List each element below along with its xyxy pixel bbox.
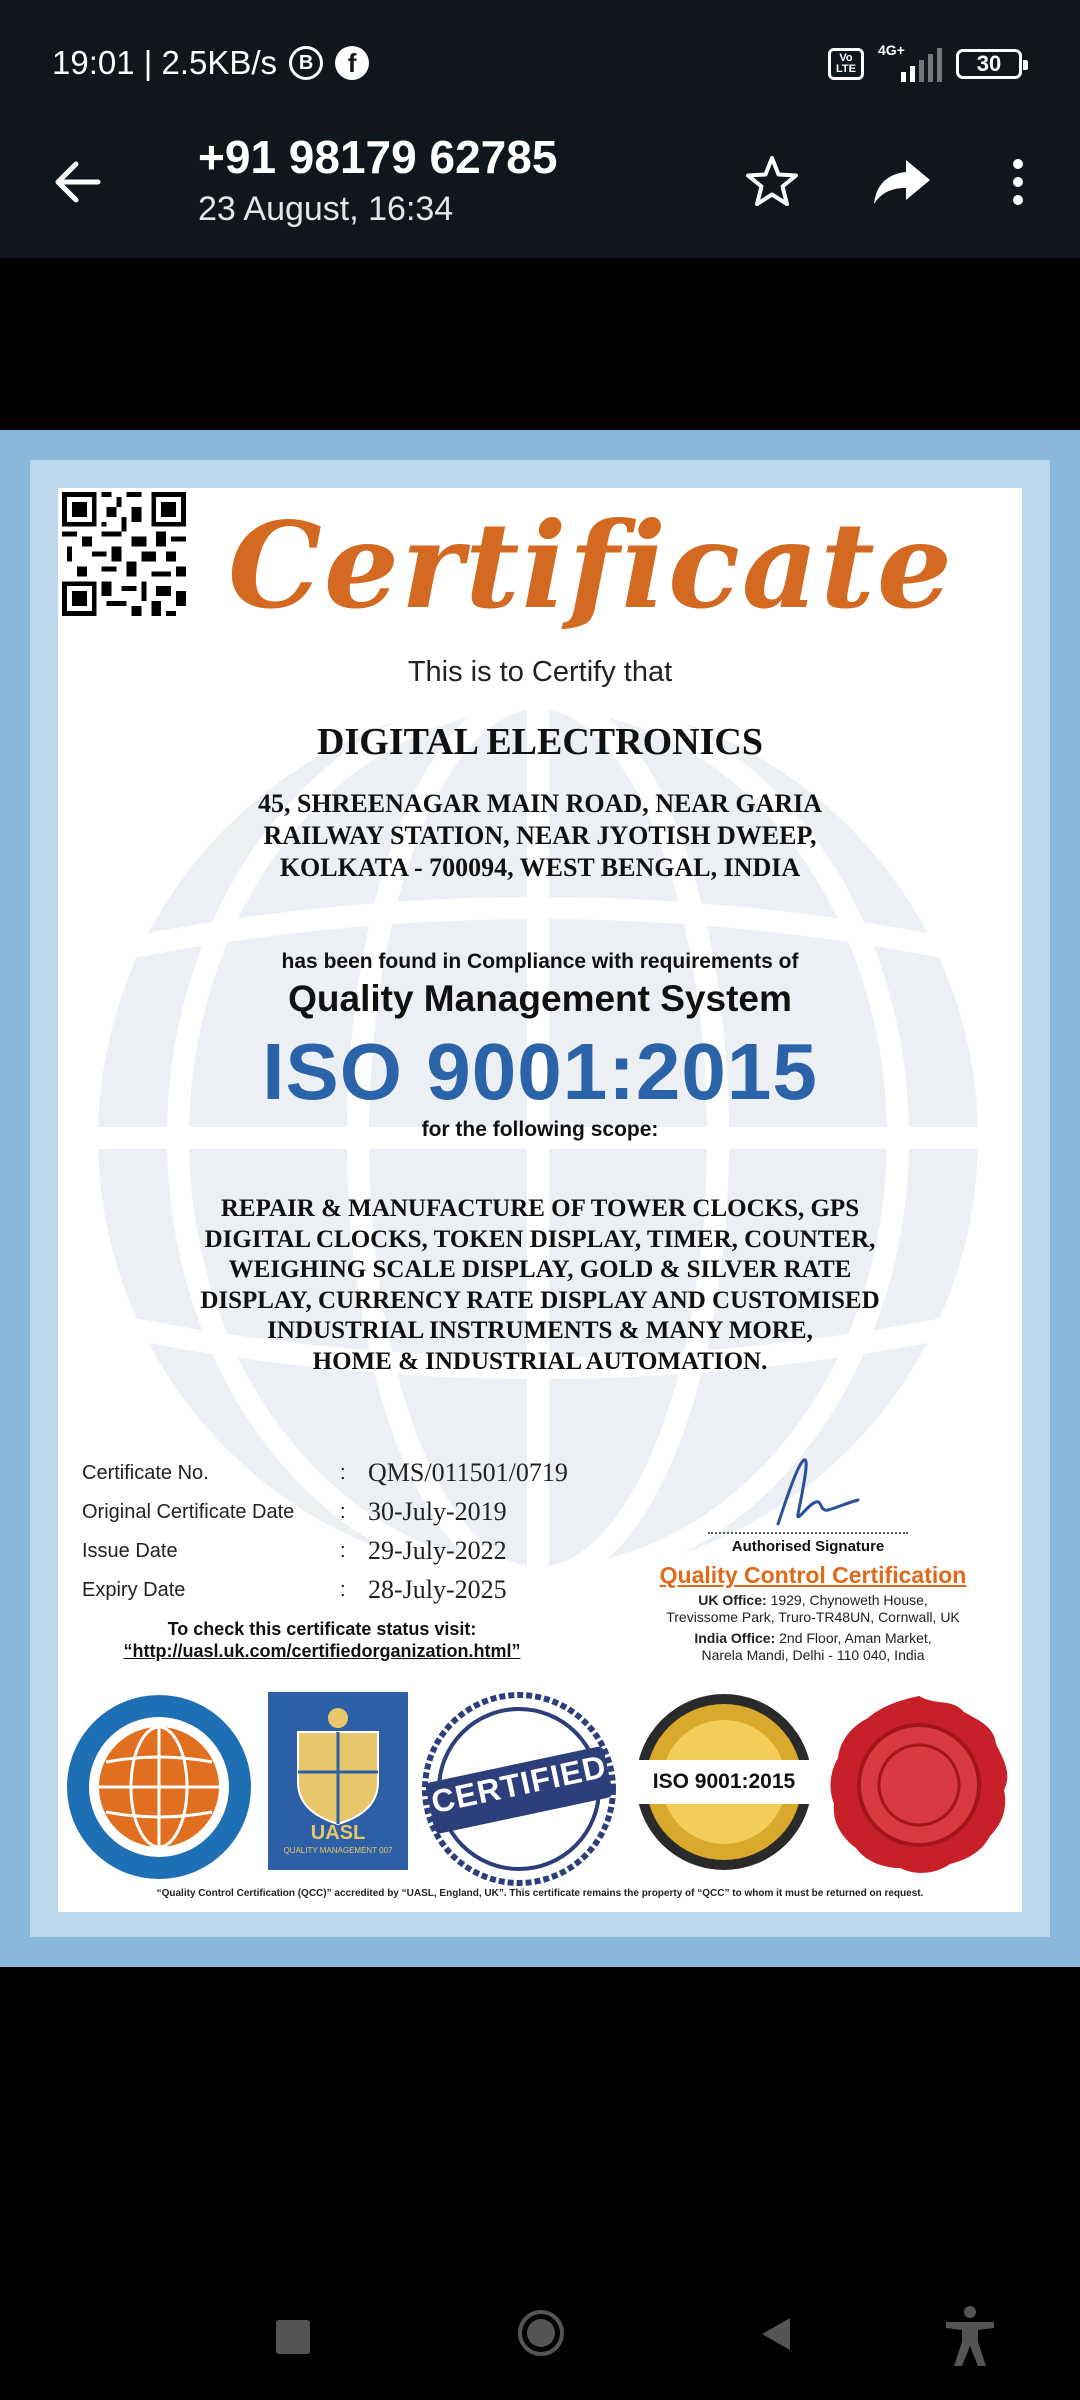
volte-icon: Vo LTE [828, 48, 864, 80]
signature-icon [758, 1454, 878, 1534]
detail-value: 29-July-2022 [368, 1536, 507, 1565]
status-left [52, 44, 369, 82]
navigation-bar [0, 2280, 1080, 2400]
detail-value: QMS/011501/0719 [368, 1458, 568, 1487]
scope-line: WEIGHING SCALE DISPLAY, GOLD & SILVER RATE [228, 1256, 852, 1283]
signature-line [708, 1532, 908, 1534]
scope-line: DIGITAL CLOCKS, TOKEN DISPLAY, TIMER, COUNTER, [204, 1225, 876, 1253]
iso-standard: ISO 9001:2015 [262, 1027, 818, 1116]
arrow-left-icon [46, 150, 110, 214]
scope-line: HOME & INDUSTRIAL AUTOMATION. [312, 1347, 768, 1375]
back-button[interactable] [46, 150, 110, 214]
more-options-button[interactable] [990, 150, 1046, 214]
compliance-text: has been found in Compliance with requirements of [281, 950, 799, 973]
company-name: DIGITAL ELECTRONICS [317, 721, 763, 763]
uasl-label: UASL [310, 1822, 366, 1844]
star-icon [740, 150, 804, 214]
uasl-sublabel: QUALITY MANAGEMENT 007 [283, 1846, 393, 1855]
address-line: KOLKATA - 700094, WEST BENGAL, INDIA [279, 853, 801, 882]
certify-intro: This is to Certify that [407, 656, 673, 688]
detail-label: Issue Date [82, 1540, 178, 1562]
scope-line: REPAIR & MANUFACTURE OF TOWER CLOCKS, GPS [220, 1195, 860, 1222]
message-date: 23 August, 16:34 [198, 190, 454, 228]
india-office [618, 1630, 1008, 1664]
scope-line: DISPLAY, CURRENCY RATE DISPLAY AND CUSTOMISED [200, 1286, 880, 1314]
uk-office-address: 1929, Chynoweth House, [770, 1592, 928, 1608]
detail-label: Certificate No. [82, 1462, 209, 1484]
detail-value: 28-July-2025 [368, 1575, 507, 1604]
certified-label: CERTIFIED [428, 1747, 610, 1821]
iso-seal-label: ISO 9001:2015 [652, 1770, 796, 1793]
accessibility-icon[interactable] [942, 2304, 998, 2368]
detail-value: 30-July-2019 [368, 1497, 507, 1526]
detail-row: Original Certificate Date : 30-July-2019 [82, 1497, 507, 1526]
contact-number: +91 98179 62785 [198, 131, 558, 183]
address-line: 45, SHREENAGAR MAIN ROAD, NEAR GARIA [257, 789, 823, 818]
network-type: 4G+ [878, 42, 905, 58]
india-office-address: 2nd Floor, Aman Market, [779, 1630, 932, 1646]
nav-back-button[interactable] [756, 2314, 796, 2354]
company-address [178, 788, 902, 884]
qr-code-icon [62, 492, 186, 616]
uk-office [618, 1592, 1008, 1626]
star-button[interactable] [740, 150, 804, 214]
app-bar [0, 130, 1080, 258]
uk-office-address-2: Trevissome Park, Truro-TR48UN, Cornwall, UK [666, 1609, 960, 1625]
status-right [828, 42, 1022, 82]
scope-label: for the following scope: [421, 1118, 659, 1141]
detail-label: Original Certificate Date [82, 1501, 295, 1523]
scope-text [158, 1194, 922, 1377]
quality-control-certification-seal-icon [64, 1692, 254, 1882]
signal-icon [878, 42, 942, 82]
address-line: RAILWAY STATION, NEAR JYOTISH DWEEP, [263, 821, 817, 850]
certificate-title: Certificate [228, 496, 954, 635]
recents-button[interactable] [276, 2320, 310, 2354]
forward-icon [870, 150, 934, 214]
b-notification-icon: B [289, 46, 323, 80]
battery-icon: 30 [956, 49, 1022, 79]
facebook-icon: f [335, 46, 369, 80]
india-office-label: India Office: [694, 1630, 776, 1646]
issuer-name: Quality Control Certification [659, 1562, 967, 1588]
system-name: Quality Management System [288, 978, 792, 1019]
check-text: To check this certificate status visit: [167, 1619, 477, 1639]
uk-office-label: UK Office: [698, 1592, 767, 1608]
detail-row: Issue Date : 29-July-2022 [82, 1536, 507, 1565]
certificate-details [82, 1458, 642, 1614]
detail-row: Expiry Date : 28-July-2025 [82, 1575, 507, 1604]
status-bar [0, 0, 1080, 130]
red-wax-seal-icon [826, 1692, 1012, 1878]
detail-label: Expiry Date [82, 1579, 186, 1601]
forward-button[interactable] [870, 150, 934, 214]
signature-label: Authorised Signature [731, 1538, 885, 1555]
certificate-paper [58, 488, 1022, 1912]
home-button[interactable] [516, 2308, 566, 2358]
status-time: 19:01 | 2.5KB/s [52, 44, 278, 81]
detail-row: Certificate No. : QMS/011501/0719 [82, 1458, 568, 1487]
scope-line: INDUSTRIAL INSTRUMENTS & MANY MORE, [267, 1317, 813, 1344]
accreditation-note: “Quality Control Certification (QCC)” accredited by “UASL, England, UK”. This certificate remains the property of “QCC” to whom it must be returned on request. [156, 1888, 924, 1899]
more-vert-icon [990, 150, 1046, 214]
check-status [82, 1618, 562, 1662]
check-url: “http://uasl.uk.com/certifiedorganization.html” [123, 1641, 521, 1661]
india-office-address-2: Narela Mandi, Delhi - 110 040, India [701, 1647, 925, 1663]
